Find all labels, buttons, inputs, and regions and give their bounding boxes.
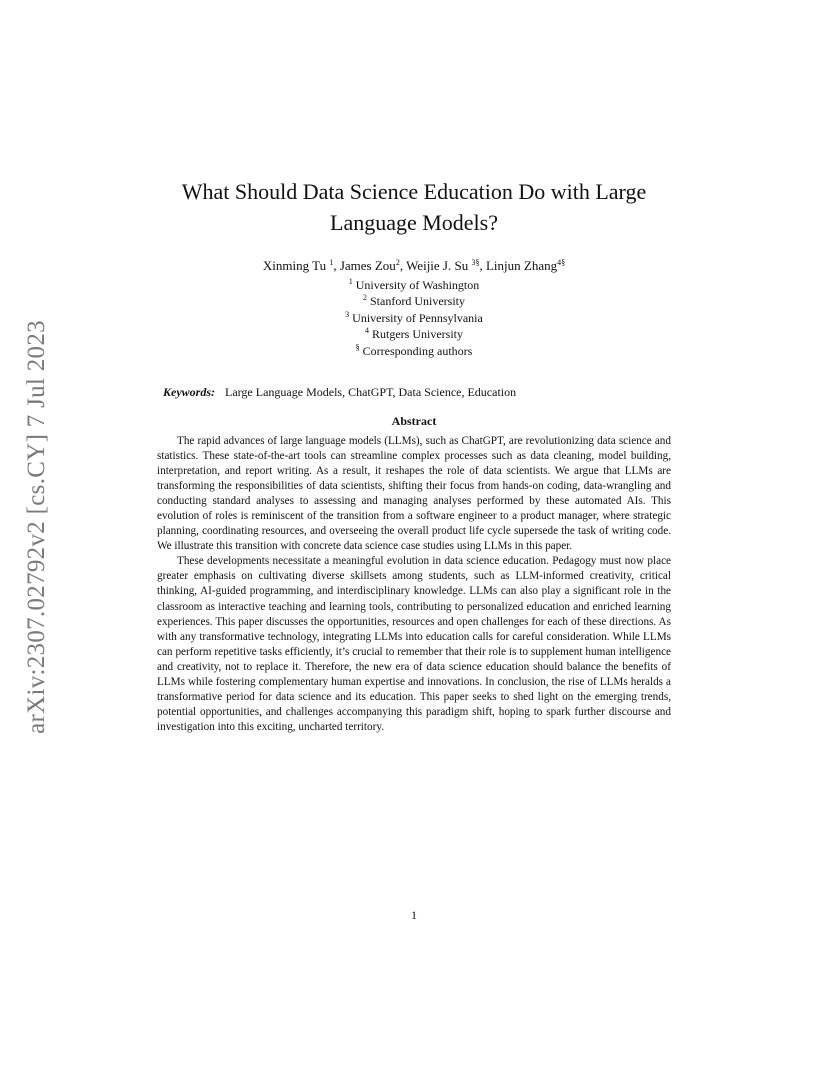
affiliation-text: Stanford University bbox=[370, 294, 465, 309]
affiliation-mark: 3 bbox=[345, 309, 350, 319]
affiliation-mark: 4 bbox=[365, 326, 369, 336]
author-affiliation-mark: 4§ bbox=[557, 258, 566, 267]
abstract-heading: Abstract bbox=[391, 414, 437, 428]
author-separator: , bbox=[399, 258, 407, 273]
author-affiliation-mark: 1 bbox=[329, 258, 334, 267]
paper-title-line-2: Language Models? bbox=[330, 210, 498, 235]
affiliation-text: University of Pennsylvania bbox=[352, 310, 483, 325]
arxiv-identifier: arXiv:2307.02792v2 [cs.CY] 7 Jul 2023 bbox=[23, 320, 50, 734]
affiliation-mark: § bbox=[355, 342, 360, 352]
author-list bbox=[0, 258, 828, 274]
affiliation-line bbox=[0, 326, 828, 342]
author-name: Linjun Zhang bbox=[485, 258, 558, 273]
affiliation-line bbox=[0, 293, 828, 309]
keywords-label: Keywords: bbox=[163, 385, 215, 399]
affiliation-mark: 2 bbox=[363, 293, 367, 303]
author-name: Weijie J. Su bbox=[406, 258, 469, 273]
paper-title-line-1: What Should Data Science Education Do with Large bbox=[181, 179, 647, 204]
affiliation-line bbox=[0, 310, 828, 326]
author-separator: , bbox=[479, 258, 486, 273]
author-affiliation-mark: 3§ bbox=[471, 258, 480, 267]
abstract-body bbox=[157, 434, 671, 735]
author-name: James Zou bbox=[339, 258, 396, 273]
affiliation-mark: 1 bbox=[348, 277, 353, 286]
affiliation-line bbox=[0, 277, 828, 293]
author-affiliation-mark: 2 bbox=[395, 258, 400, 267]
affiliation-text: Corresponding authors bbox=[362, 343, 473, 358]
paper-title bbox=[0, 176, 828, 238]
author-name: Xinming Tu bbox=[262, 258, 327, 273]
affiliation-line bbox=[0, 343, 828, 359]
affiliation-list bbox=[0, 277, 828, 359]
author-separator: , bbox=[333, 258, 340, 273]
abstract-paragraph: These developments necessitate a meaningful evolution in data science education. Pedagogy must now place greater emphasis on cultivating diverse skillsets among students, such as LLM-informed creativity, critical thinking, AI-guided programming, and interdisciplinary knowledge. LLMs can also play a significant role in the classroom as interactive teaching and learning tools, contributing to personalized education and enriched learning experiences. This paper discusses the opportunities, resources and open challenges for each of these directions. As with any transformative technology, integrating LLMs into education calls for careful consideration. While LLMs can perform repetitive tasks efficiently, it’s crucial to remember that their role is to supplement human intelligence and creativity, not to replace it. Therefore, the new era of data science education should balance the benefits of LLMs while fostering complementary human expertise and innovations. In conclusion, the rise of LLMs heralds a transformative period for data science and its education. This paper seeks to shed light on the emerging trends, potential opportunities, and challenges accompanying this paradigm shift, hoping to spark further discourse and investigation into this exciting, uncharted territory. bbox=[157, 555, 671, 733]
keywords-text: Large Language Models, ChatGPT, Data Science, Education bbox=[225, 385, 517, 399]
affiliation-text: University of Washington bbox=[355, 278, 480, 292]
abstract-paragraph: The rapid advances of large language models (LLMs), such as ChatGPT, are revolutionizing data science and statistics. These state-of-the-art tools can streamline complex processes such as data cleaning, model building, interpretation, and report writing. As a result, it reshapes the role of data scientists. We argue that LLMs are transforming the responsibilities of data scientists, shifting their focus from hands-on coding, data-wrangling and conducting standard analyses to assessing and managing analyses performed by these automated AIs. This evolution of roles is reminiscent of the transition from a software engineer to a product manager, where strategic planning, coordinating resources, and overseeing the overall product life cycle supersede the task of writing code. We illustrate this transition with concrete data science case studies using LLMs in this paper. bbox=[157, 435, 671, 553]
keywords bbox=[163, 384, 683, 400]
page-number: 1 bbox=[411, 908, 417, 922]
affiliation-text: Rutgers University bbox=[372, 327, 463, 342]
